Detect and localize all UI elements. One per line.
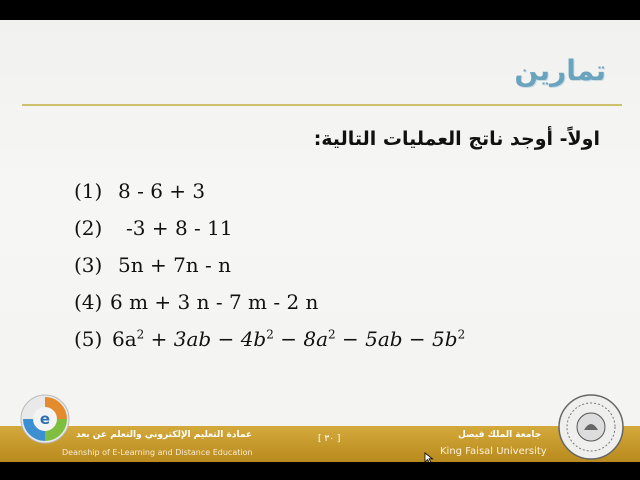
page-marker: [ ٣٠ ] <box>318 434 341 444</box>
university-name-arabic: جامعة الملك فيصل <box>458 430 542 440</box>
exercise-item-4 <box>74 283 465 320</box>
title-divider <box>22 104 622 106</box>
exponent: 2 <box>328 326 336 341</box>
exercise-item-1 <box>74 172 465 209</box>
item-expression: 6 m + 3 n - 7 m - 2 n <box>110 289 319 314</box>
slide-title: تمارين <box>514 54 606 87</box>
exponent: 2 <box>266 326 274 341</box>
expr-part: + 3ab − 4b <box>144 326 267 351</box>
item-expression: 8 - 6 + 3 <box>118 178 206 203</box>
e-learning-logo-icon <box>18 392 72 446</box>
exercise-instruction: اولاً- أوجد ناتج العمليات التالية: <box>313 128 600 150</box>
expr-part: − 8a <box>273 326 328 351</box>
exercise-item-5 <box>74 320 465 357</box>
university-seal-icon <box>556 392 626 462</box>
expr-part: 6a <box>112 326 137 351</box>
item-number: (5) <box>74 326 103 351</box>
slide <box>0 20 640 462</box>
exercise-item-2 <box>74 209 465 246</box>
item-expression: 5n + 7n - n <box>118 252 232 277</box>
item-expression: -3 + 8 - 11 <box>126 215 233 240</box>
letterbox-bottom <box>0 462 640 480</box>
exercise-item-3 <box>74 246 465 283</box>
university-name-english: King Faisal University <box>440 446 547 457</box>
exponent: 2 <box>136 326 145 341</box>
item-number: (4) <box>74 289 103 314</box>
item-number: (1) <box>74 178 103 203</box>
exponent: 2 <box>457 326 466 341</box>
exercise-list <box>74 172 465 357</box>
deanship-name-english: Deanship of E-Learning and Distance Education <box>62 448 253 457</box>
item-expression <box>112 327 465 351</box>
expr-part: − 5ab − 5b <box>335 326 458 351</box>
slide-footer <box>0 426 640 462</box>
item-number: (2) <box>74 215 103 240</box>
deanship-name-arabic: عمادة التعليم الإلكتروني والتعلم عن بعد <box>76 430 252 440</box>
svg-text:e: e <box>39 410 51 428</box>
item-number: (3) <box>74 252 103 277</box>
